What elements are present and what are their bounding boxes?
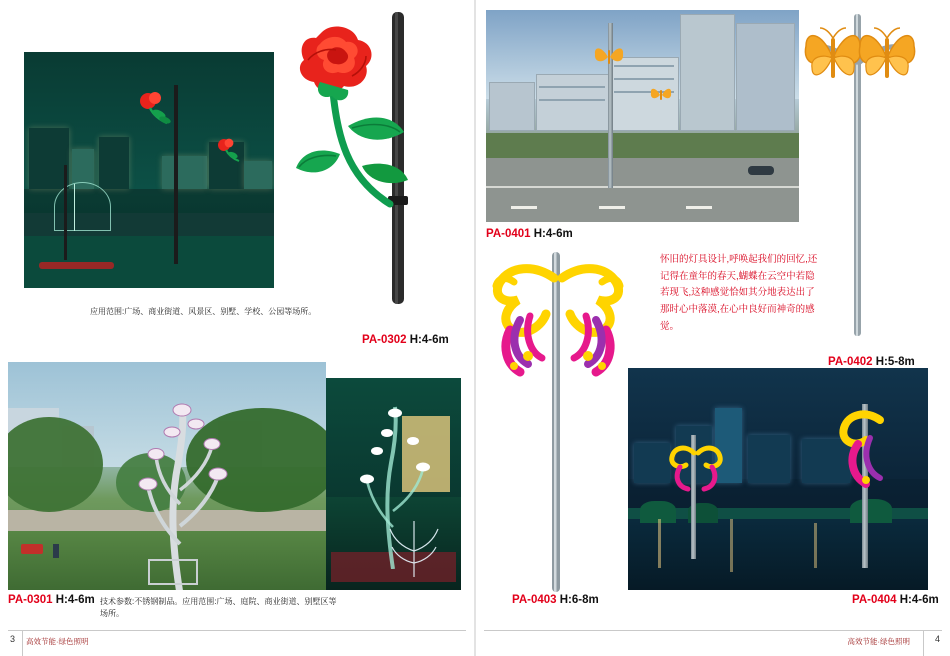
photo-pa-0404-night-river	[628, 368, 928, 590]
photo-pa-0302-night-plaza	[24, 52, 274, 288]
label-pa-0302	[362, 334, 449, 346]
code-pa-0302: PA-0302	[362, 334, 407, 346]
height-pa-0401: H:4-6m	[533, 228, 573, 240]
code-pa-0402: PA-0402	[828, 356, 873, 368]
label-pa-0401	[486, 228, 573, 240]
note-butterfly: 怀旧的灯具设计,呼唤起我们的回忆,还记得在童年的春天,蝴蝶在云空中若隐若现飞,这种感觉恰如其分地表达出了那时心中落漠,在心中良好而神奇的感觉。	[660, 254, 818, 332]
label-pa-0301	[8, 594, 95, 606]
right-footer-divider	[923, 630, 924, 656]
page-gutter	[474, 0, 476, 656]
height-pa-0302: H:4-6m	[409, 334, 449, 346]
caption-pa-0301: 技术参数:不锈钢制品。应用范围:广场、庭院、商业街道、别墅区等场所。	[100, 597, 337, 618]
right-footer-rule	[484, 630, 942, 631]
code-pa-0404: PA-0404	[852, 594, 897, 606]
height-pa-0404: H:4-6m	[899, 594, 939, 606]
caption-pa-0302: 应用范围:广场、商业街道、风景区、别墅、学校、公园等场所。	[90, 307, 317, 316]
height-pa-0403: H:6-8m	[559, 594, 599, 606]
label-pa-0404	[852, 594, 939, 606]
height-pa-0402: H:5-8m	[875, 356, 915, 368]
page-number-left: 3	[10, 634, 16, 644]
photo-pa-0301-day-park	[8, 362, 326, 590]
footer-text-left: 高效节能·绿色照明	[26, 637, 89, 646]
photo-pa-0301-night-park	[326, 378, 461, 590]
label-pa-0403	[512, 594, 599, 606]
code-pa-0401: PA-0401	[486, 228, 531, 240]
left-footer-rule	[8, 630, 466, 631]
illustration-phoenix-lamp	[478, 246, 638, 596]
label-pa-0402	[828, 356, 915, 368]
code-pa-0301: PA-0301	[8, 594, 53, 606]
page-number-right: 4	[934, 634, 940, 644]
left-footer-divider	[22, 630, 23, 656]
height-pa-0301: H:4-6m	[55, 594, 95, 606]
footer-text-right: 高效节能·绿色照明	[847, 637, 910, 646]
illustration-rose-lamp	[286, 8, 426, 308]
photo-pa-0401-city-street	[486, 10, 799, 222]
code-pa-0403: PA-0403	[512, 594, 557, 606]
